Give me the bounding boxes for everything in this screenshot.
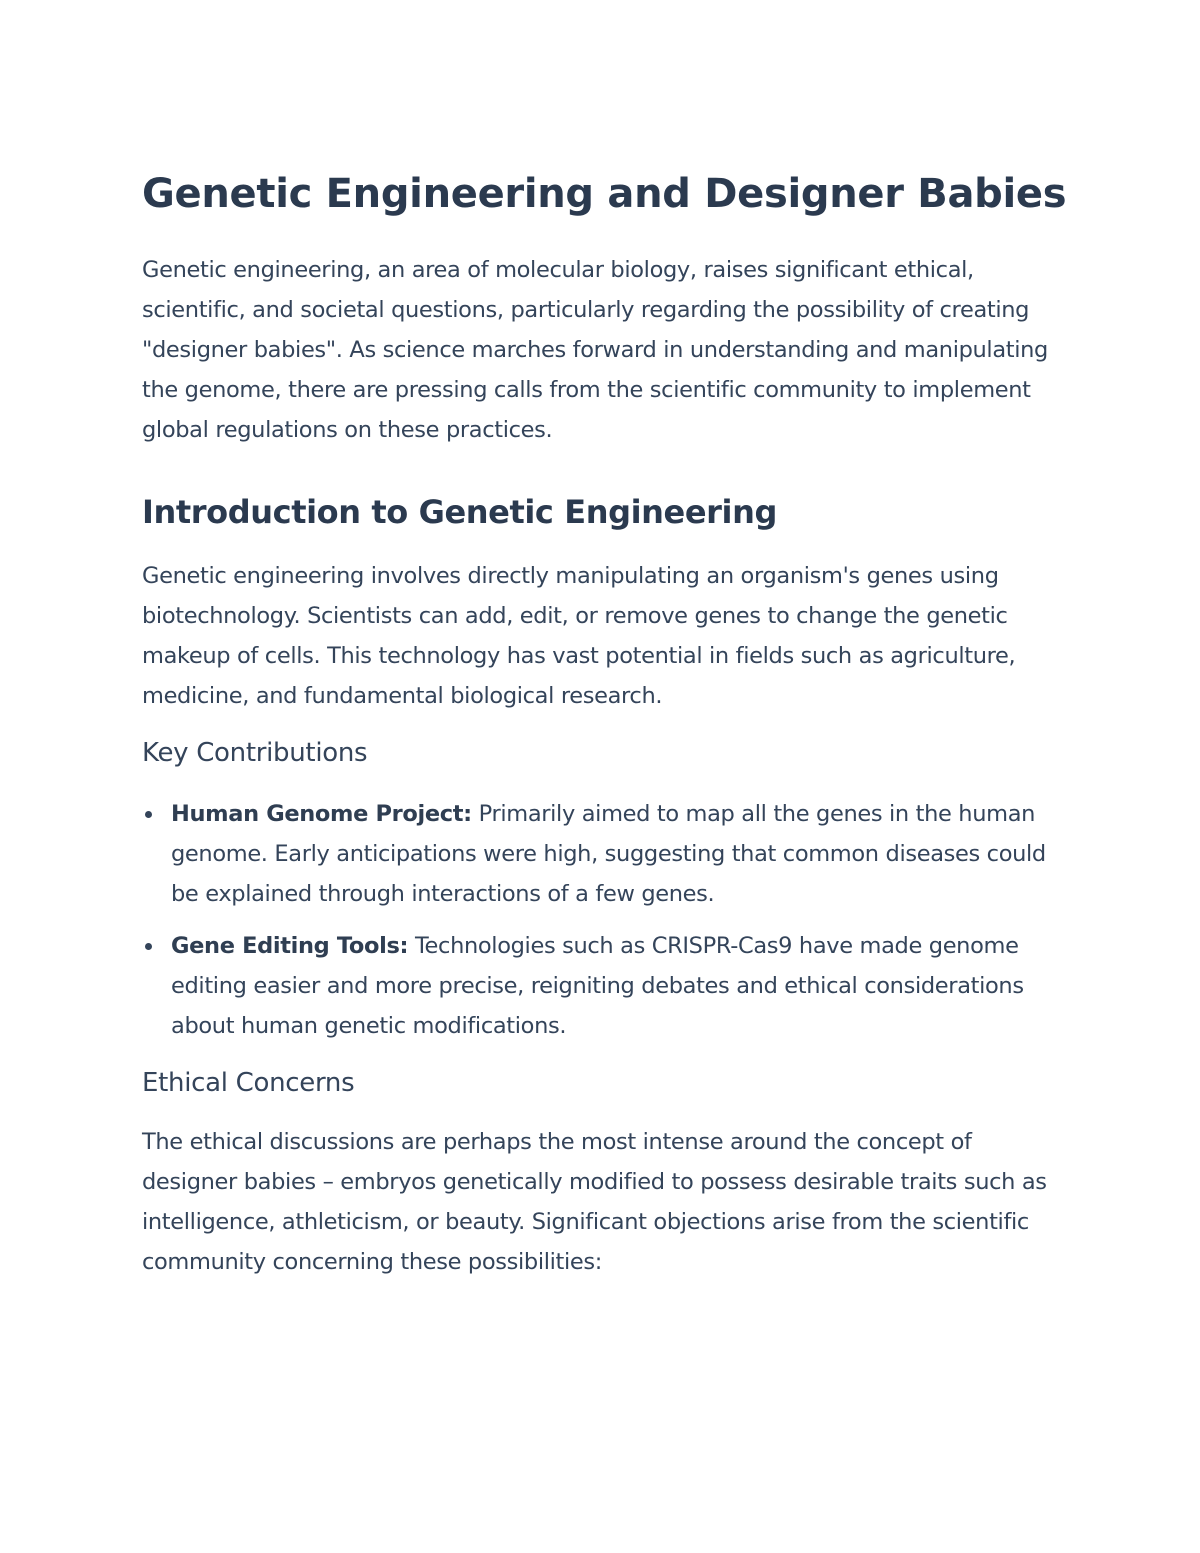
contributions-list	[142, 794, 1072, 1046]
introduction-paragraph: Genetic engineering involves directly manipulating an organism's genes using biotechnology. Scientists can add, edit, or remove genes to change the genetic makeup of cells. This technology has vast potential in fields such as agriculture, medicine, and fundamental biological research.	[142, 563, 1016, 709]
subheading-key-contributions: Key Contributions	[142, 738, 368, 768]
document-page	[142, 162, 1072, 1282]
list-item-label: Human Genome Project:	[171, 801, 472, 827]
list-item-text: Technologies such as CRISPR-Cas9 have made genome editing easier and more precise, reigniting debates and ethical considerations about human genetic modifications.	[171, 933, 1024, 1039]
list-item-text: Primarily aimed to map all the genes in the human genome. Early anticipations were high, suggesting that common diseases could be explained through interactions of a few genes.	[171, 801, 1046, 907]
list-item	[142, 926, 1072, 1046]
intro-paragraph: Genetic engineering, an area of molecular biology, raises significant ethical, scientific, and societal questions, particularly regarding the possibility of creating "designer babies". As science marches forward in understanding and manipulating the genome, there are pressing calls from the scientific community to implement global regulations on these practices.	[142, 257, 1048, 443]
list-item-label: Gene Editing Tools:	[171, 933, 409, 959]
section-heading-introduction: Introduction to Genetic Engineering	[142, 493, 777, 531]
bullet-icon	[145, 943, 152, 950]
list-item	[142, 794, 1072, 914]
page-title: Genetic Engineering and Designer Babies	[142, 171, 1067, 217]
bullet-icon	[145, 811, 152, 818]
subheading-ethical-concerns: Ethical Concerns	[142, 1068, 355, 1098]
ethical-concerns-paragraph: The ethical discussions are perhaps the most intense around the concept of designer babies – embryos genetically modified to possess desirable traits such as intelligence, athleticism, or beauty. Significant objections arise from the scientific community concerning these possibilities:	[142, 1129, 1047, 1275]
